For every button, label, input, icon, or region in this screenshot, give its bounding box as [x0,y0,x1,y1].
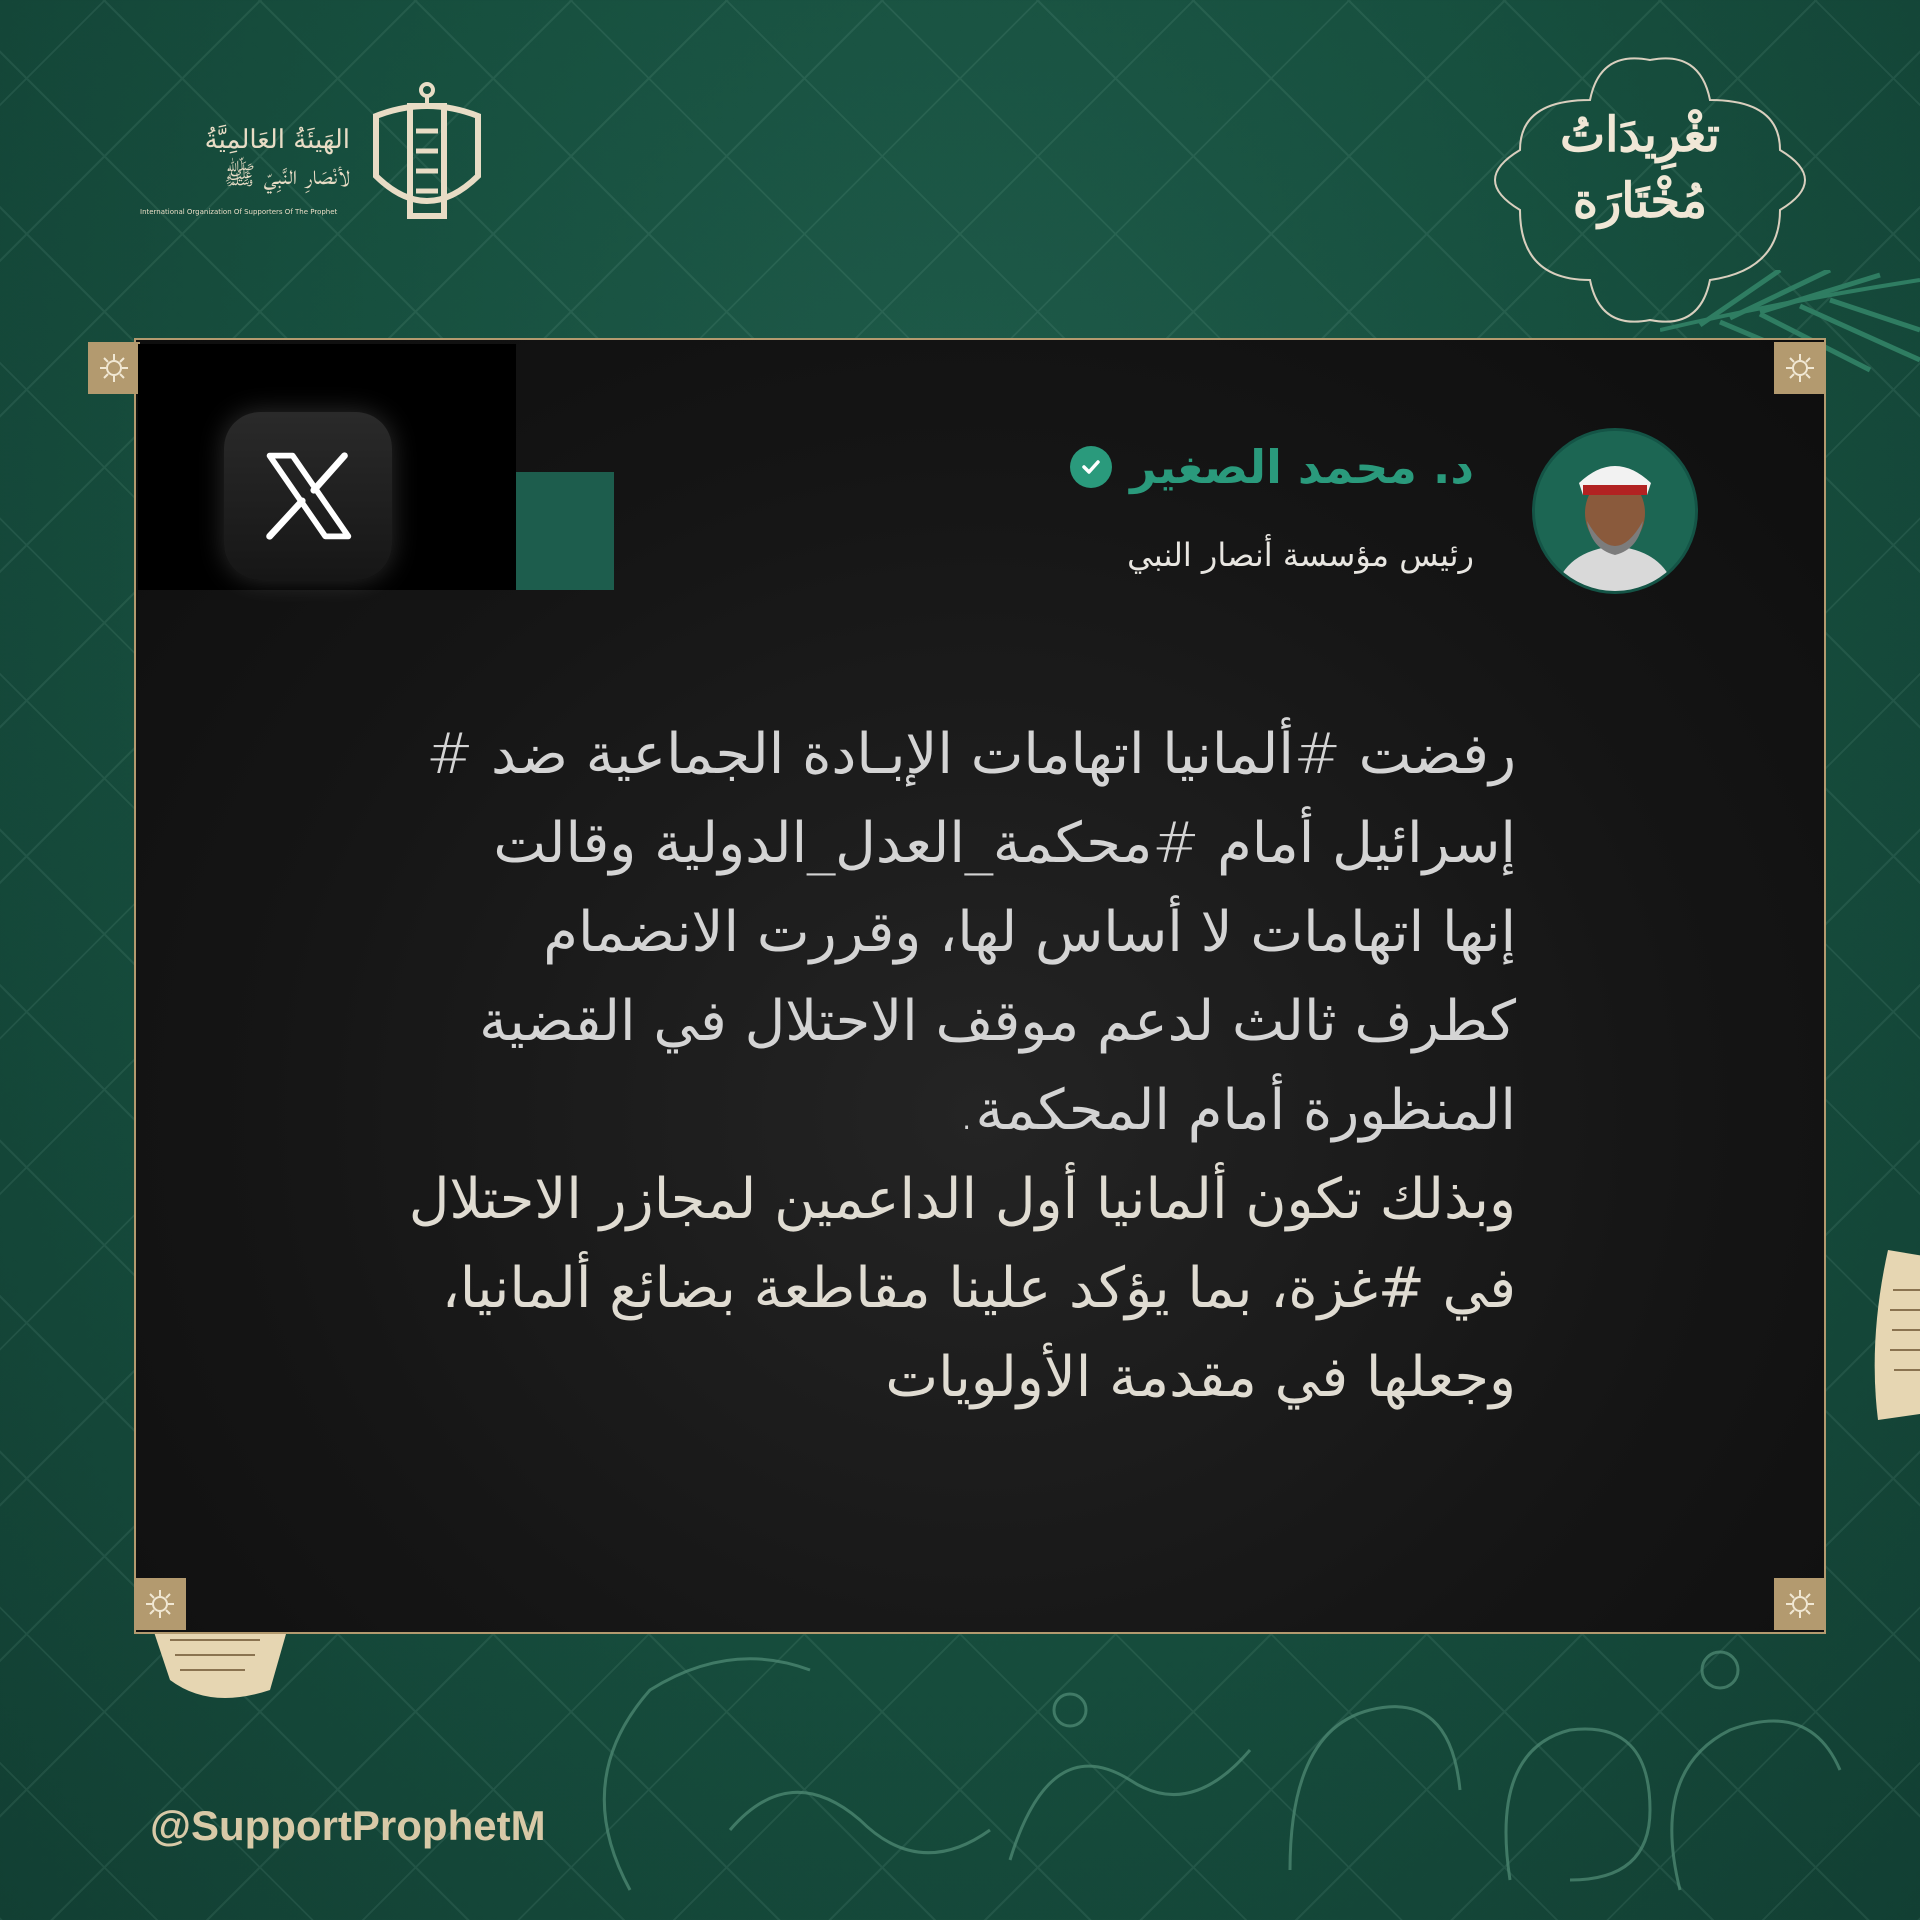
badge-line2: مُخْتَارَة [1572,173,1708,229]
author-title: رئيس مؤسسة أنصار النبي [1127,536,1474,574]
footer-handle: @SupportProphetM [150,1802,546,1849]
organization-logo [140,76,490,236]
background-calligraphy [530,1630,1860,1920]
organization-name-line2: لأنْصَارِ النَّبِيّ ﷺ [223,161,350,191]
avatar [1532,428,1698,594]
tweet-paragraph-1: رفضت #ألمانيا اتهامات الإبـادة الجماعية ضد # إسرائيل أمام #محكمة_العدل_الدولية وقالت إنها اتهامات لا أساس لها، وقررت الانضمام كطرف ثالث لدعم موقف الاحتلال في القضية المنظورة أمام المحكمة. [426,722,1516,1143]
badge-line1: تغْرِيدَاتُ [1559,107,1721,163]
x-platform-tile [138,344,516,590]
ornament-icon [88,342,140,394]
tweet-card [134,338,1826,1634]
tweet-body [286,710,1516,1422]
mosque-emblem-icon [366,76,488,226]
ornament-icon [1774,342,1826,394]
organization-name-arabic [110,122,350,194]
ornament-icon [134,1578,186,1630]
profile-photo [1535,431,1695,591]
ornament-icon [1774,1578,1826,1630]
parchment-scrap-right [1868,1250,1920,1420]
verified-badge-icon [1070,446,1112,488]
badge-text [1520,102,1760,234]
accent-block [516,472,614,590]
tweet-paragraph-2: وبذلك تكون ألمانيا أول الداعمين لمجازر الاحتلال في #غزة، بما يؤكد علينا مقاطعة بضائع ألمانيا، وجعلها في مقدمة الأولويات [408,1167,1516,1410]
x-logo-icon [224,412,392,580]
author-name [974,440,1474,494]
organization-name-line1: الهَيئَةُ العَالمِيَّةُ [204,125,350,155]
author-name-text: د. محمد الصغير [1130,440,1474,494]
organization-name-english: International Organization Of Supporters Of The Prophet [140,208,338,216]
